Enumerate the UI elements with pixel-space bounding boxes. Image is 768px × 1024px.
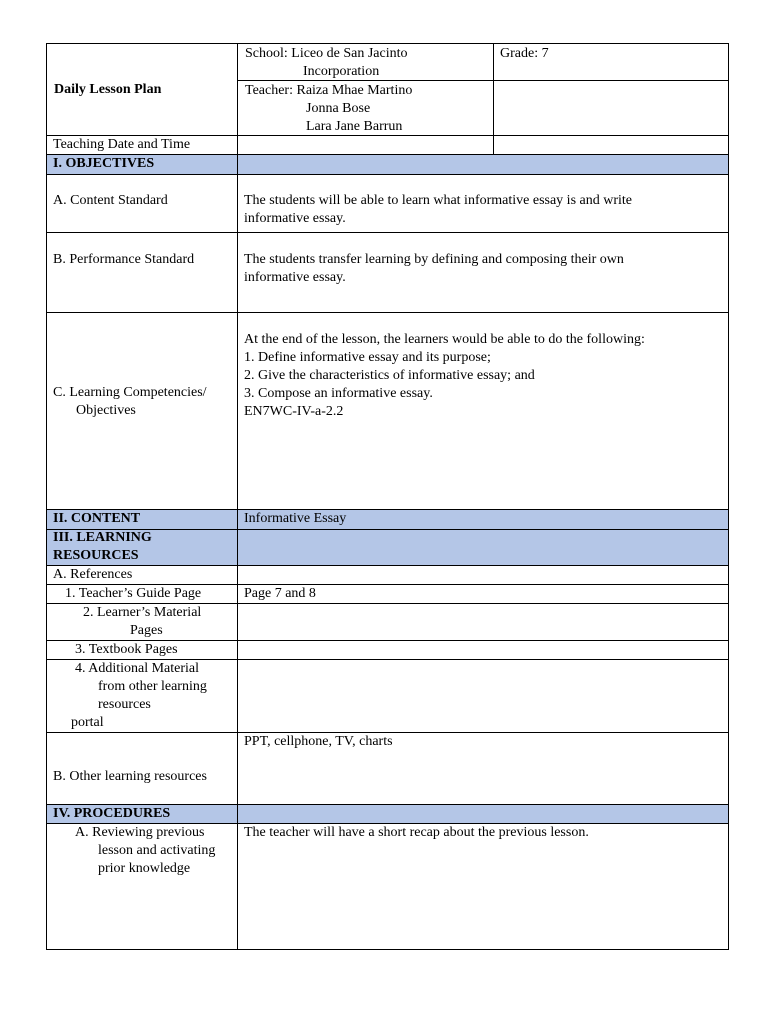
competencies-value: [238, 330, 651, 421]
performance-standard-line-1: The students transfer learning by defining and composing their own: [244, 252, 624, 267]
competency-item: 1. Define informative essay and its purpose;: [244, 350, 491, 365]
review-value: The teacher will have a short recap about the previous lesson.: [244, 825, 589, 840]
competency-item: 2. Give the characteristics of informative essay; and: [244, 368, 535, 383]
other-resources-value: PPT, cellphone, TV, charts: [244, 734, 393, 749]
additional-line-3: resources: [98, 697, 151, 712]
competencies-label-line-1: C. Learning Competencies/: [53, 385, 207, 400]
lesson-plan-title: Daily Lesson Plan: [54, 82, 162, 97]
content-standard-label: A. Content Standard: [53, 193, 168, 208]
teacher-names: [239, 81, 418, 136]
competencies-label: [47, 383, 213, 420]
school-name: [239, 44, 414, 81]
content-standard-value: [238, 191, 638, 228]
teacher-line-3: Lara Jane Barrun: [306, 119, 403, 134]
procedures-heading: IV. PROCEDURES: [53, 806, 171, 821]
competency-code: EN7WC-IV-a-2.2: [244, 404, 344, 419]
teachers-guide-label: 1. Teacher’s Guide Page: [65, 586, 202, 601]
resources-heading-line-1: III. LEARNING: [53, 530, 152, 545]
resources-heading-line-2: RESOURCES: [53, 548, 139, 563]
performance-standard-value: [238, 250, 630, 287]
additional-material-label: [69, 659, 213, 732]
other-resources-label: B. Other learning resources: [53, 769, 207, 784]
grade-level: Grade: 7: [500, 46, 549, 61]
content-standard-line-1: The students will be able to learn what informative essay is and write: [244, 193, 633, 208]
textbook-label: 3. Textbook Pages: [75, 642, 178, 657]
additional-line-1: 4. Additional Material: [75, 661, 200, 676]
school-line-2: Incorporation: [303, 64, 380, 79]
teachers-guide-value: Page 7 and 8: [244, 586, 316, 601]
references-label: A. References: [53, 567, 133, 582]
competencies-label-line-2: Objectives: [76, 403, 136, 418]
additional-line-4: portal: [71, 715, 104, 730]
competency-intro: At the end of the lesson, the learners would be able to do the following:: [244, 332, 645, 347]
content-value: Informative Essay: [244, 511, 347, 526]
teaching-date-label: Teaching Date and Time: [53, 137, 191, 152]
resources-heading: [47, 528, 158, 565]
performance-standard-label: B. Performance Standard: [53, 252, 195, 267]
objectives-heading: I. OBJECTIVES: [53, 156, 155, 171]
review-label-line-3: prior knowledge: [98, 861, 191, 876]
content-standard-line-2: informative essay.: [244, 211, 346, 226]
school-line-1: School: Liceo de San Jacinto: [245, 46, 408, 61]
learners-material-line-2: Pages: [130, 623, 163, 638]
review-label: [69, 823, 221, 878]
review-label-line-1: A. Reviewing previous: [75, 825, 205, 840]
teacher-line-1: Teacher: Raiza Mhae Martino: [245, 83, 413, 98]
competency-item: 3. Compose an informative essay.: [244, 386, 433, 401]
learners-material-line-1: 2. Learner’s Material: [83, 605, 202, 620]
additional-line-2: from other learning: [98, 679, 207, 694]
teacher-line-2: Jonna Bose: [306, 101, 371, 116]
performance-standard-line-2: informative essay.: [244, 270, 346, 285]
content-heading: II. CONTENT: [53, 511, 141, 526]
learners-material-label: [77, 603, 207, 640]
review-label-line-2: lesson and activating: [98, 843, 216, 858]
